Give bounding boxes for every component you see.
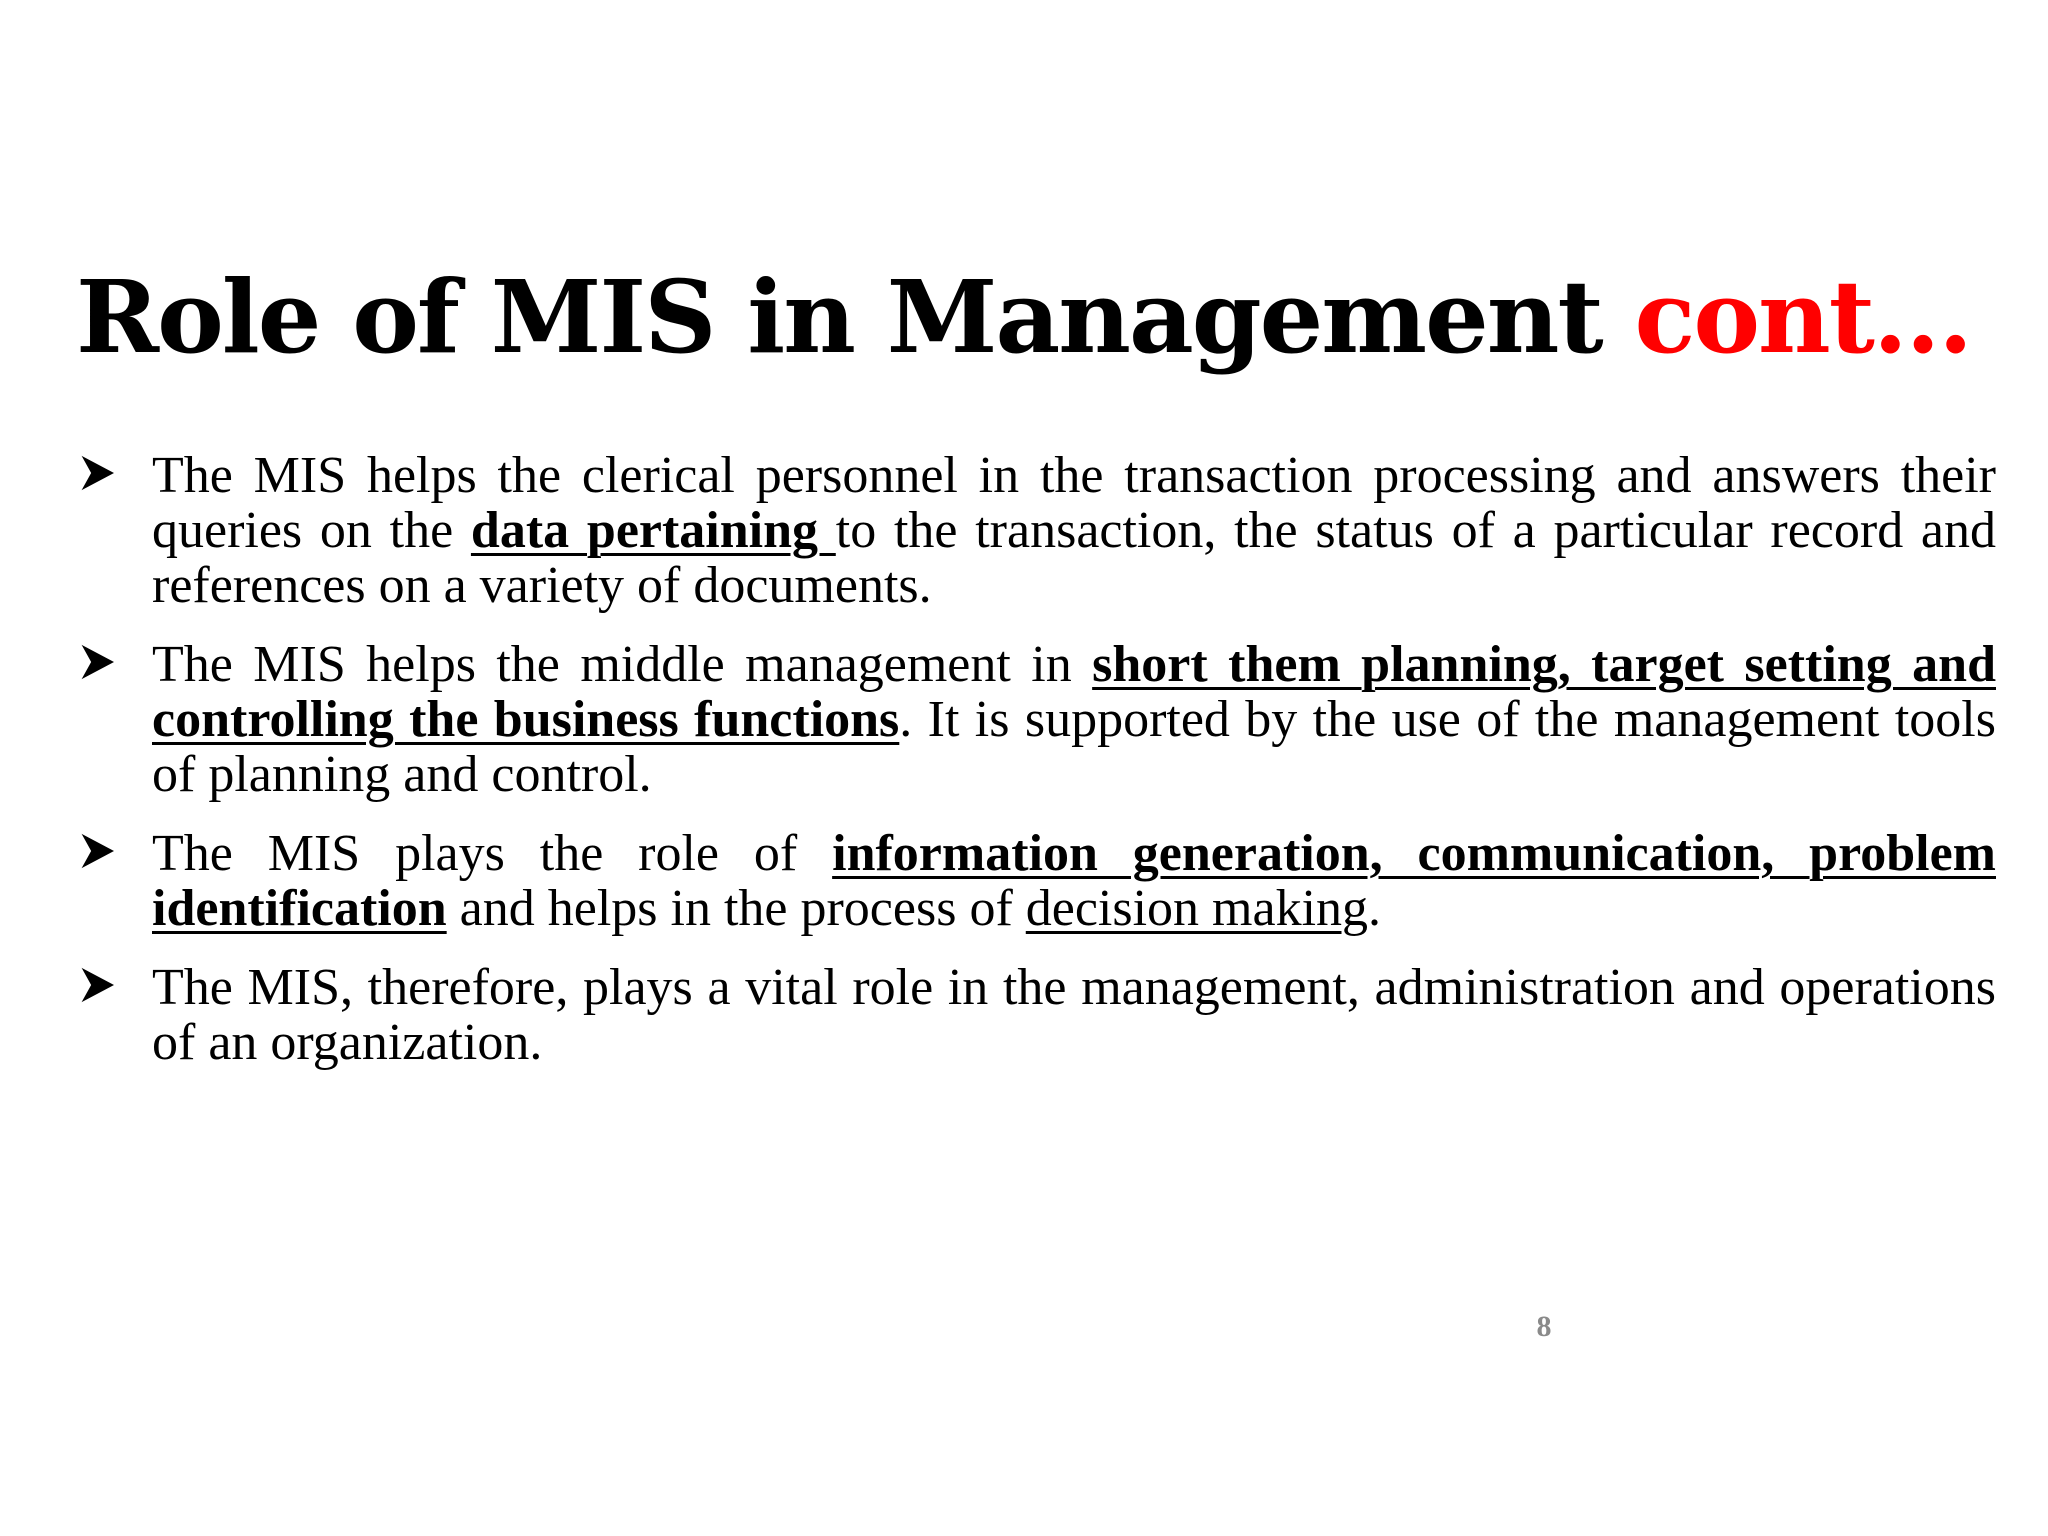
bullet-2-text-a: The MIS helps the middle management in	[152, 636, 1093, 693]
bullet-3-text-b: and helps in the process of	[446, 880, 1026, 937]
bullet-1-emphasis: data pertaining	[470, 502, 836, 559]
bullet-item-3	[76, 826, 1996, 936]
title-accent-text: cont…	[1634, 258, 1971, 376]
slide-title	[76, 258, 1971, 376]
bullet-4-text: The MIS, therefore, plays a vital role in the management, administration and operations of an organization.	[152, 959, 1996, 1071]
bullet-2-emphasis: short them planning, target setting and controlling the business functions	[152, 636, 1996, 748]
arrow-bullet-icon	[76, 641, 118, 683]
bullet-1-text-b: to the transaction, the status of a particular record and references on a variety of documents.	[152, 502, 1997, 614]
bullet-item-4	[76, 960, 1996, 1070]
bullet-3-text-c: .	[1368, 880, 1382, 937]
bullet-list	[76, 448, 1996, 1094]
arrow-bullet-icon	[76, 964, 118, 1006]
bullet-3-underlined: decision making	[1025, 880, 1369, 937]
bullet-2-text-b: . It is supported by the use of the management tools of planning and control.	[152, 691, 1996, 803]
arrow-bullet-icon	[76, 452, 118, 494]
bullet-3-emphasis: information generation, communication, problem identification	[152, 825, 1996, 937]
bullet-1-text-a: The MIS helps the clerical personnel in the transaction processing and answers their queries on the	[152, 447, 1996, 559]
bullet-item-1	[76, 448, 1996, 613]
page-number: 8	[1536, 1310, 1552, 1343]
title-main-text: Role of MIS in Management	[76, 258, 1635, 376]
bullet-3-text-a: The MIS plays the role of	[152, 825, 833, 882]
bullet-item-2	[76, 637, 1996, 802]
arrow-bullet-icon	[76, 830, 118, 872]
